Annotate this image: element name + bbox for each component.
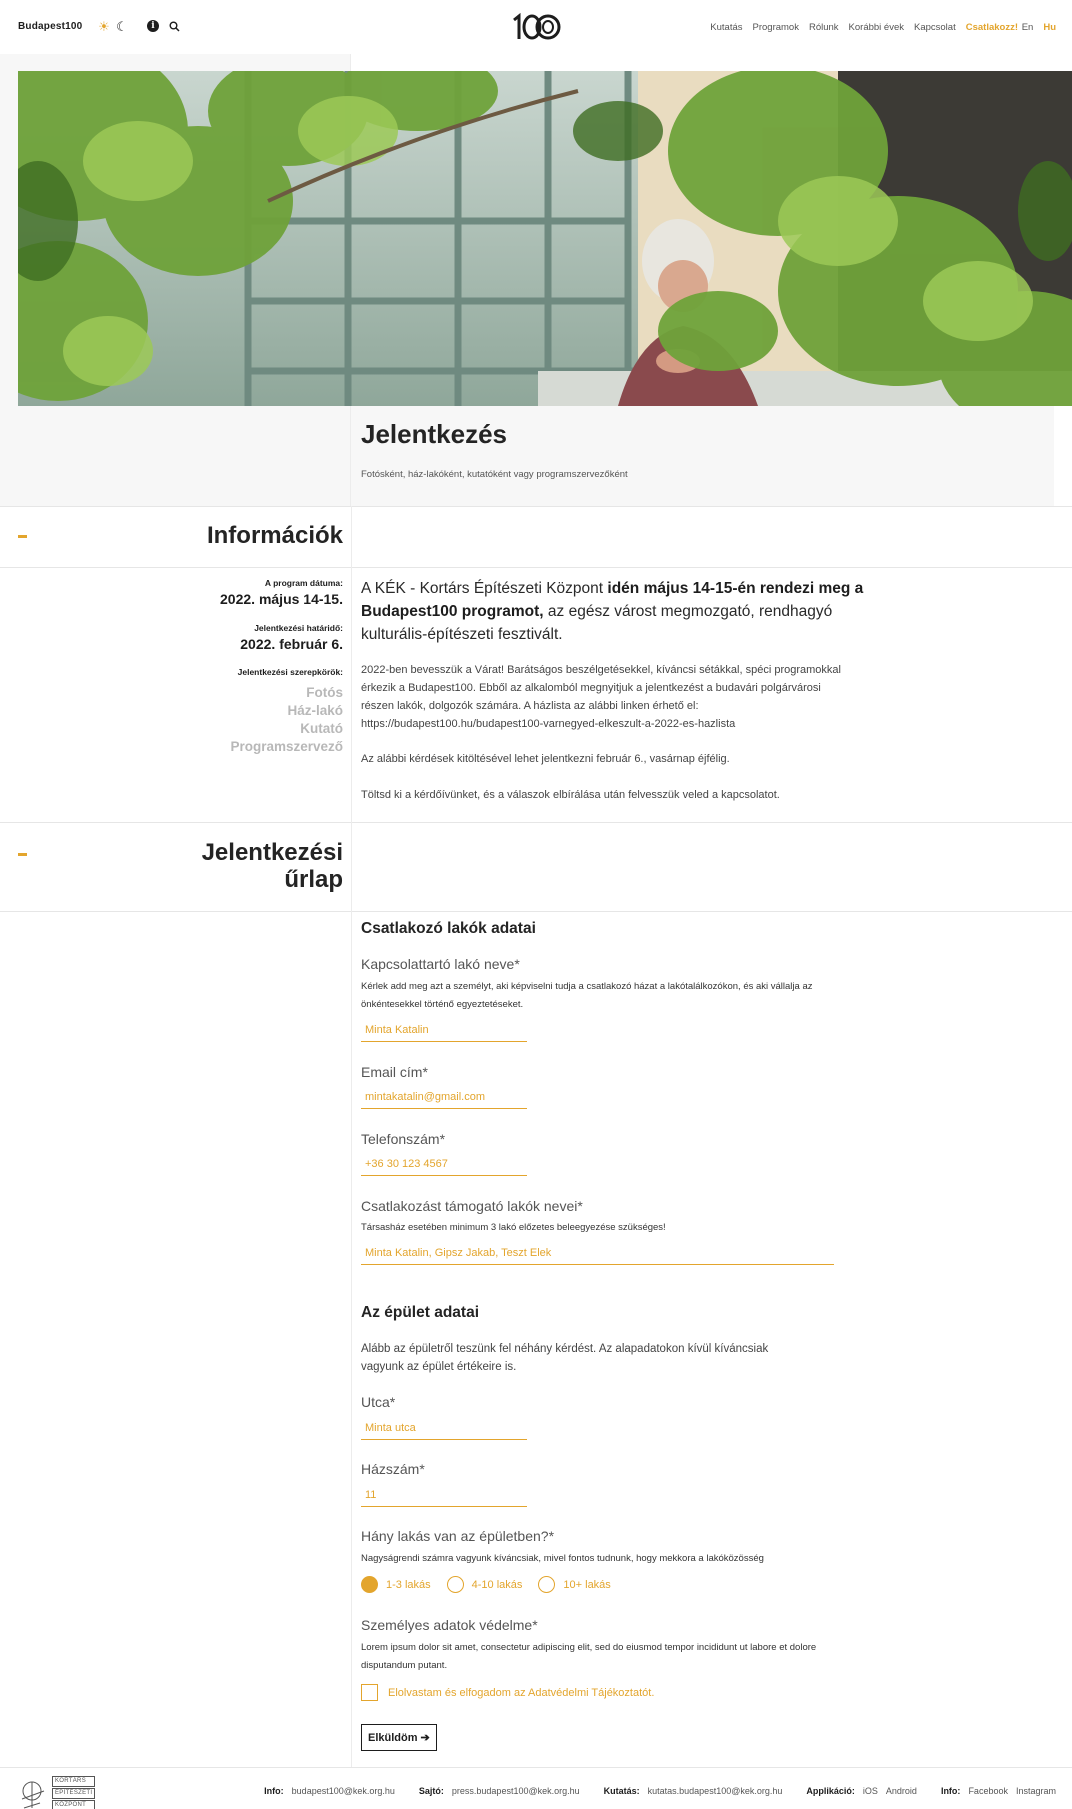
form-heading-line: Jelentkezési: [201, 839, 343, 866]
house-number-label: Házszám*: [361, 1461, 425, 1477]
footer-instagram[interactable]: Instagram: [1015, 1786, 1056, 1796]
street-input[interactable]: Minta utca: [361, 1418, 527, 1440]
kek-logo-icon: [18, 1779, 48, 1809]
brand-name[interactable]: Budapest100: [18, 21, 83, 32]
house-number-input[interactable]: 11: [361, 1485, 527, 1507]
lang-hu[interactable]: Hu: [1043, 22, 1056, 33]
flats-option-1-3[interactable]: [361, 1576, 431, 1593]
info-icon[interactable]: i: [145, 18, 161, 34]
radio-button[interactable]: [361, 1576, 378, 1593]
flats-option-10-plus[interactable]: [538, 1576, 610, 1593]
divider: [0, 911, 1072, 912]
footer-label: Applikáció:: [806, 1786, 855, 1796]
radio-button[interactable]: [538, 1576, 555, 1593]
footer-app: [806, 1786, 925, 1796]
section-marker: [18, 535, 27, 538]
submit-button[interactable]: Elküldöm ➔: [361, 1724, 437, 1751]
footer-label: Info:: [264, 1786, 284, 1796]
lead-bold: idén május 14-15-én rendezi meg a Budapest100 programot,: [361, 580, 864, 620]
contact-label: Kapcsolattartó lakó neve*: [361, 956, 520, 972]
role-item: Fotós: [306, 685, 343, 700]
kek-line: ÉPÍTÉSZETI: [52, 1788, 95, 1799]
site-footer: [0, 1767, 1072, 1809]
role-item: Programszervező: [230, 739, 343, 754]
footer-research: [604, 1786, 791, 1796]
nav-item-kapcsolat[interactable]: Kapcsolat: [914, 22, 956, 33]
footer-app-ios[interactable]: iOS: [862, 1786, 878, 1796]
kek-line: KORTÁRS: [52, 1776, 95, 1787]
footer-facebook[interactable]: Facebook: [968, 1786, 1008, 1796]
nav-item-programok[interactable]: Programok: [752, 22, 799, 33]
kek-line: KÖZPONT: [52, 1800, 95, 1809]
roles-label-wrap: [238, 667, 343, 677]
flats-label: Hány lakás van az épületben?*: [361, 1528, 555, 1544]
email-label: Email cím*: [361, 1064, 428, 1080]
contact-help: Kérlek add meg azt a személyt, aki képviselni tudja a csatlakozó házat a lakótalálkozókon, és aki vállalja az önkéntesekkel történő egyeztetéseket.: [361, 981, 813, 1010]
form-heading: [202, 839, 343, 893]
phone-label: Telefonszám*: [361, 1131, 446, 1147]
deadline-label: Jelentkezési határidő:: [254, 623, 343, 633]
privacy-check-label[interactable]: Elolvastam és elfogadom az Adatvédelmi Tájékoztatót.: [388, 1686, 655, 1699]
building-title: Az épület adatai: [361, 1304, 479, 1321]
flats-option-4-10[interactable]: [447, 1576, 523, 1593]
lang-en[interactable]: En: [1021, 22, 1034, 33]
roles-label: Jelentkezési szerepkörök:: [237, 667, 343, 677]
kek-wordmark: [52, 1776, 95, 1809]
role-item: Ház-lakó: [287, 703, 343, 718]
roles-list: [230, 684, 343, 756]
privacy-label: Személyes adatok védelme*: [361, 1617, 538, 1633]
privacy-checkbox[interactable]: [361, 1684, 378, 1701]
radio-button[interactable]: [447, 1576, 464, 1593]
footer-social: [941, 1786, 1056, 1796]
supporters-input[interactable]: Minta Katalin, Gipsz Jakab, Teszt Elek: [361, 1243, 834, 1265]
contact-name-input[interactable]: Minta Katalin: [361, 1020, 527, 1042]
lead-text: A KÉK - Kortárs Építészeti Központ: [361, 580, 608, 597]
date-label: A program dátuma:: [264, 578, 343, 588]
footer-research-email[interactable]: kutatas.budapest100@kek.org.hu: [647, 1786, 783, 1796]
search-icon[interactable]: [166, 18, 182, 34]
lead-text: az egész várost megmozgató, rendhagyó kulturális-építészeti fesztivált.: [361, 603, 833, 643]
radio-label: 1-3 lakás: [386, 1578, 431, 1591]
info-paragraph: 2022-ben bevesszük a Várat! Barátságos beszélgetésekkel, kíváncsi sétákkal, spéci programokkal érkezik a Budapest100. Ebből az alkalomból megnyitjuk a jelentkezést a budavári polgárvárosi részen lakók, dolgozók számára. A házlista az alábbi linken érhető el: https://budapest100.hu/budapest100-varnegyed-elkeszult-a-2022-es-hazlista: [361, 664, 841, 730]
radio-label: 4-10 lakás: [471, 1578, 523, 1591]
section-marker: [18, 853, 27, 856]
street-label: Utca*: [361, 1394, 396, 1410]
building-intro: Alább az épületről teszünk fel néhány kérdést. Az alapadatokon kívül kíváncsiak vagyunk az épület értékeire is.: [361, 1343, 769, 1373]
info-paragraph: Az alábbi kérdések kitöltésével lehet jelentkezni február 6., vasárnap éjfélig.: [361, 753, 730, 765]
language-switcher: [1022, 22, 1056, 33]
site-header: [0, 0, 1072, 54]
nav-item-rolunk[interactable]: Rólunk: [808, 22, 839, 33]
footer-label: Sajtó:: [418, 1786, 444, 1796]
footer-press-email[interactable]: press.budapest100@kek.org.hu: [451, 1786, 580, 1796]
info-lead: [361, 577, 881, 646]
supporters-label: Csatlakozást támogató lakók nevei*: [361, 1198, 583, 1214]
nav-item-korabbi-evek[interactable]: Korábbi évek: [848, 22, 904, 33]
footer-links: [264, 1786, 1056, 1796]
nav-item-csatlakozz[interactable]: Csatlakozz!: [965, 22, 1018, 33]
footer-press: [419, 1786, 588, 1796]
page-title: Jelentkezés: [361, 419, 507, 449]
privacy-consent[interactable]: [361, 1684, 654, 1701]
divider: [0, 567, 1072, 568]
deadline: [240, 623, 343, 652]
page-subtitle: Fotósként, ház-lakóként, kutatóként vagy programszervezőként: [361, 469, 628, 480]
residents-title: Csatlakozó lakók adatai: [361, 920, 536, 937]
radio-label: 10+ lakás: [563, 1578, 611, 1591]
footer-label: Kutatás:: [603, 1786, 640, 1796]
info-paragraph: Töltsd ki a kérdőívünket, és a válaszok elbírálása után felvesszük veled a kapcsolatot.: [361, 789, 780, 801]
main-nav: [710, 22, 1018, 33]
footer-info: [264, 1786, 403, 1796]
moon-icon[interactable]: ☾: [116, 18, 128, 34]
flats-help: Nagyságrendi számra vagyunk kíváncsiak, mivel fontos tudnunk, hogy mekkora a lakóközösség: [361, 1553, 764, 1564]
hero-image: [18, 71, 1072, 406]
date-value: 2022. május 14-15.: [220, 591, 343, 607]
email-input[interactable]: mintakatalin@gmail.com: [361, 1087, 527, 1109]
kek-logo[interactable]: [18, 1776, 95, 1809]
info-heading: Információk: [206, 522, 343, 549]
privacy-text: Lorem ipsum dolor sit amet, consectetur adipiscing elit, sed do eiusmod tempor incididunt ut labore et dolore disputandum putant.: [361, 1642, 817, 1671]
sun-icon[interactable]: ☀: [98, 18, 110, 34]
form-heading-line: űrlap: [284, 866, 343, 893]
supporters-help: Társasház esetében minimum 3 lakó előzetes beleegyezése szükséges!: [361, 1222, 666, 1233]
divider: [0, 822, 1072, 823]
column-divider: [351, 506, 352, 1767]
phone-input[interactable]: +36 30 123 4567: [361, 1154, 527, 1176]
budapest100-logo[interactable]: [510, 12, 562, 42]
divider: [0, 506, 1072, 507]
role-item: Kutató: [300, 721, 343, 736]
footer-app-android[interactable]: Android: [885, 1786, 917, 1796]
nav-item-kutatas[interactable]: Kutatás: [710, 22, 743, 33]
program-date: [220, 578, 343, 607]
footer-label: Info:: [940, 1786, 961, 1796]
flats-radio-group: [361, 1576, 627, 1593]
footer-info-email[interactable]: budapest100@kek.org.hu: [291, 1786, 395, 1796]
deadline-value: 2022. február 6.: [240, 636, 343, 652]
